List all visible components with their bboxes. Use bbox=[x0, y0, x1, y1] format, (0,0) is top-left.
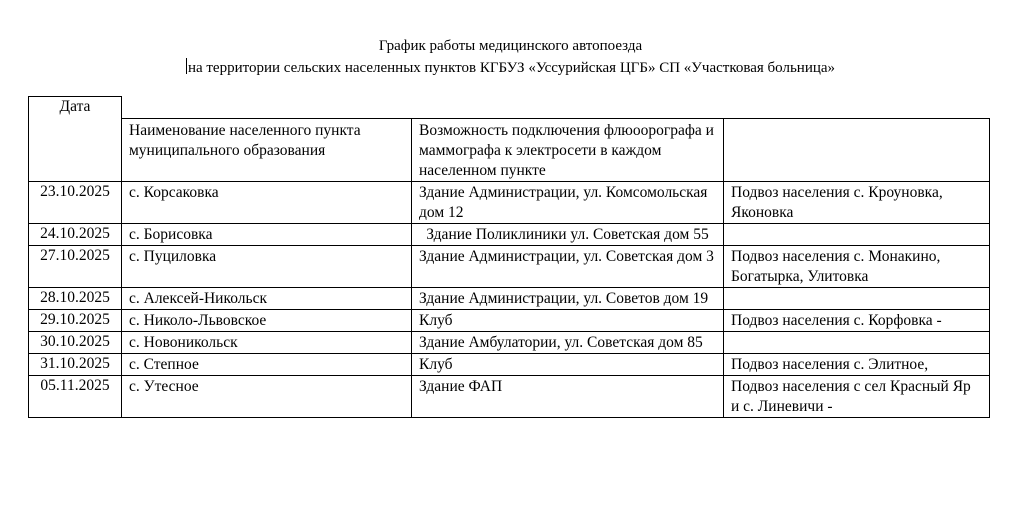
table-header-row bbox=[29, 119, 990, 182]
settlement-cell: с. Степное bbox=[122, 354, 412, 376]
date-cell: 29.10.2025 bbox=[29, 310, 122, 332]
note-cell bbox=[724, 332, 990, 354]
settlement-cell: с. Николо-Львовское bbox=[122, 310, 412, 332]
location-cell: Здание Поликлиники ул. Советская дом 55 bbox=[412, 224, 724, 246]
note-cell: Подвоз населения с. Монакино, Богатырка, Улитовка bbox=[724, 246, 990, 288]
table-row bbox=[29, 246, 990, 288]
document-title: График работы медицинского автопоезда bbox=[378, 38, 643, 54]
location-cell: Здание Администрации, ул. Советская дом 3 bbox=[412, 246, 724, 288]
settlement-cell: с. Утесное bbox=[122, 376, 412, 418]
location-cell: Клуб bbox=[412, 310, 724, 332]
date-cell: 31.10.2025 bbox=[29, 354, 122, 376]
table-row bbox=[29, 376, 990, 418]
table-row bbox=[29, 354, 990, 376]
date-cell: 27.10.2025 bbox=[29, 246, 122, 288]
note-cell: Подвоз населения с. Элитное, bbox=[724, 354, 990, 376]
header-name-cell bbox=[122, 119, 412, 182]
table-row bbox=[29, 310, 990, 332]
date-cell: 28.10.2025 bbox=[29, 288, 122, 310]
header-date-cell bbox=[29, 97, 122, 182]
document-subtitle-text: на территории сельских населенных пунктов КГБУЗ «Уссурийская ЦГБ» СП «Участковая больница» bbox=[187, 60, 836, 76]
date-cell: 30.10.2025 bbox=[29, 332, 122, 354]
note-cell bbox=[724, 288, 990, 310]
text-cursor bbox=[186, 58, 187, 74]
settlement-cell: с. Корсаковка bbox=[122, 182, 412, 224]
note-cell: Подвоз населения с. Корфовка - bbox=[724, 310, 990, 332]
header-note-cell bbox=[724, 119, 990, 182]
note-cell: Подвоз населения с сел Красный Яр и с. Линевичи - bbox=[724, 376, 990, 418]
location-cell: Здание ФАП bbox=[412, 376, 724, 418]
date-cell: 05.11.2025 bbox=[29, 376, 122, 418]
location-cell: Здание Амбулатории, ул. Советская дом 85 bbox=[412, 332, 724, 354]
document-subtitle bbox=[0, 58, 1021, 77]
header-name-label: Наименование населенного пункта муниципального образования bbox=[129, 122, 361, 159]
header-place-cell bbox=[412, 119, 724, 182]
table-row bbox=[29, 288, 990, 310]
header-blank-cell bbox=[122, 97, 990, 119]
header-place-label: Возможность подключения флюоорографа и маммографа к электросети в каждом населенном пункте bbox=[419, 122, 714, 179]
table-row bbox=[29, 332, 990, 354]
settlement-cell: с. Борисовка bbox=[122, 224, 412, 246]
note-cell bbox=[724, 224, 990, 246]
date-cell: 23.10.2025 bbox=[29, 182, 122, 224]
location-cell: Здание Администрации, ул. Комсомольская дом 12 bbox=[412, 182, 724, 224]
date-cell: 24.10.2025 bbox=[29, 224, 122, 246]
settlement-cell: с. Пуциловка bbox=[122, 246, 412, 288]
header-date-label: Дата bbox=[59, 98, 91, 115]
note-cell: Подвоз населения с. Кроуновка, Яконовка bbox=[724, 182, 990, 224]
table-header-date-row bbox=[29, 97, 990, 119]
location-cell: Клуб bbox=[412, 354, 724, 376]
settlement-cell: с. Алексей-Никольск bbox=[122, 288, 412, 310]
settlement-cell: с. Новоникольск bbox=[122, 332, 412, 354]
table-row bbox=[29, 182, 990, 224]
location-cell: Здание Администрации, ул. Советов дом 19 bbox=[412, 288, 724, 310]
schedule-table bbox=[28, 96, 990, 418]
table-row bbox=[29, 224, 990, 246]
